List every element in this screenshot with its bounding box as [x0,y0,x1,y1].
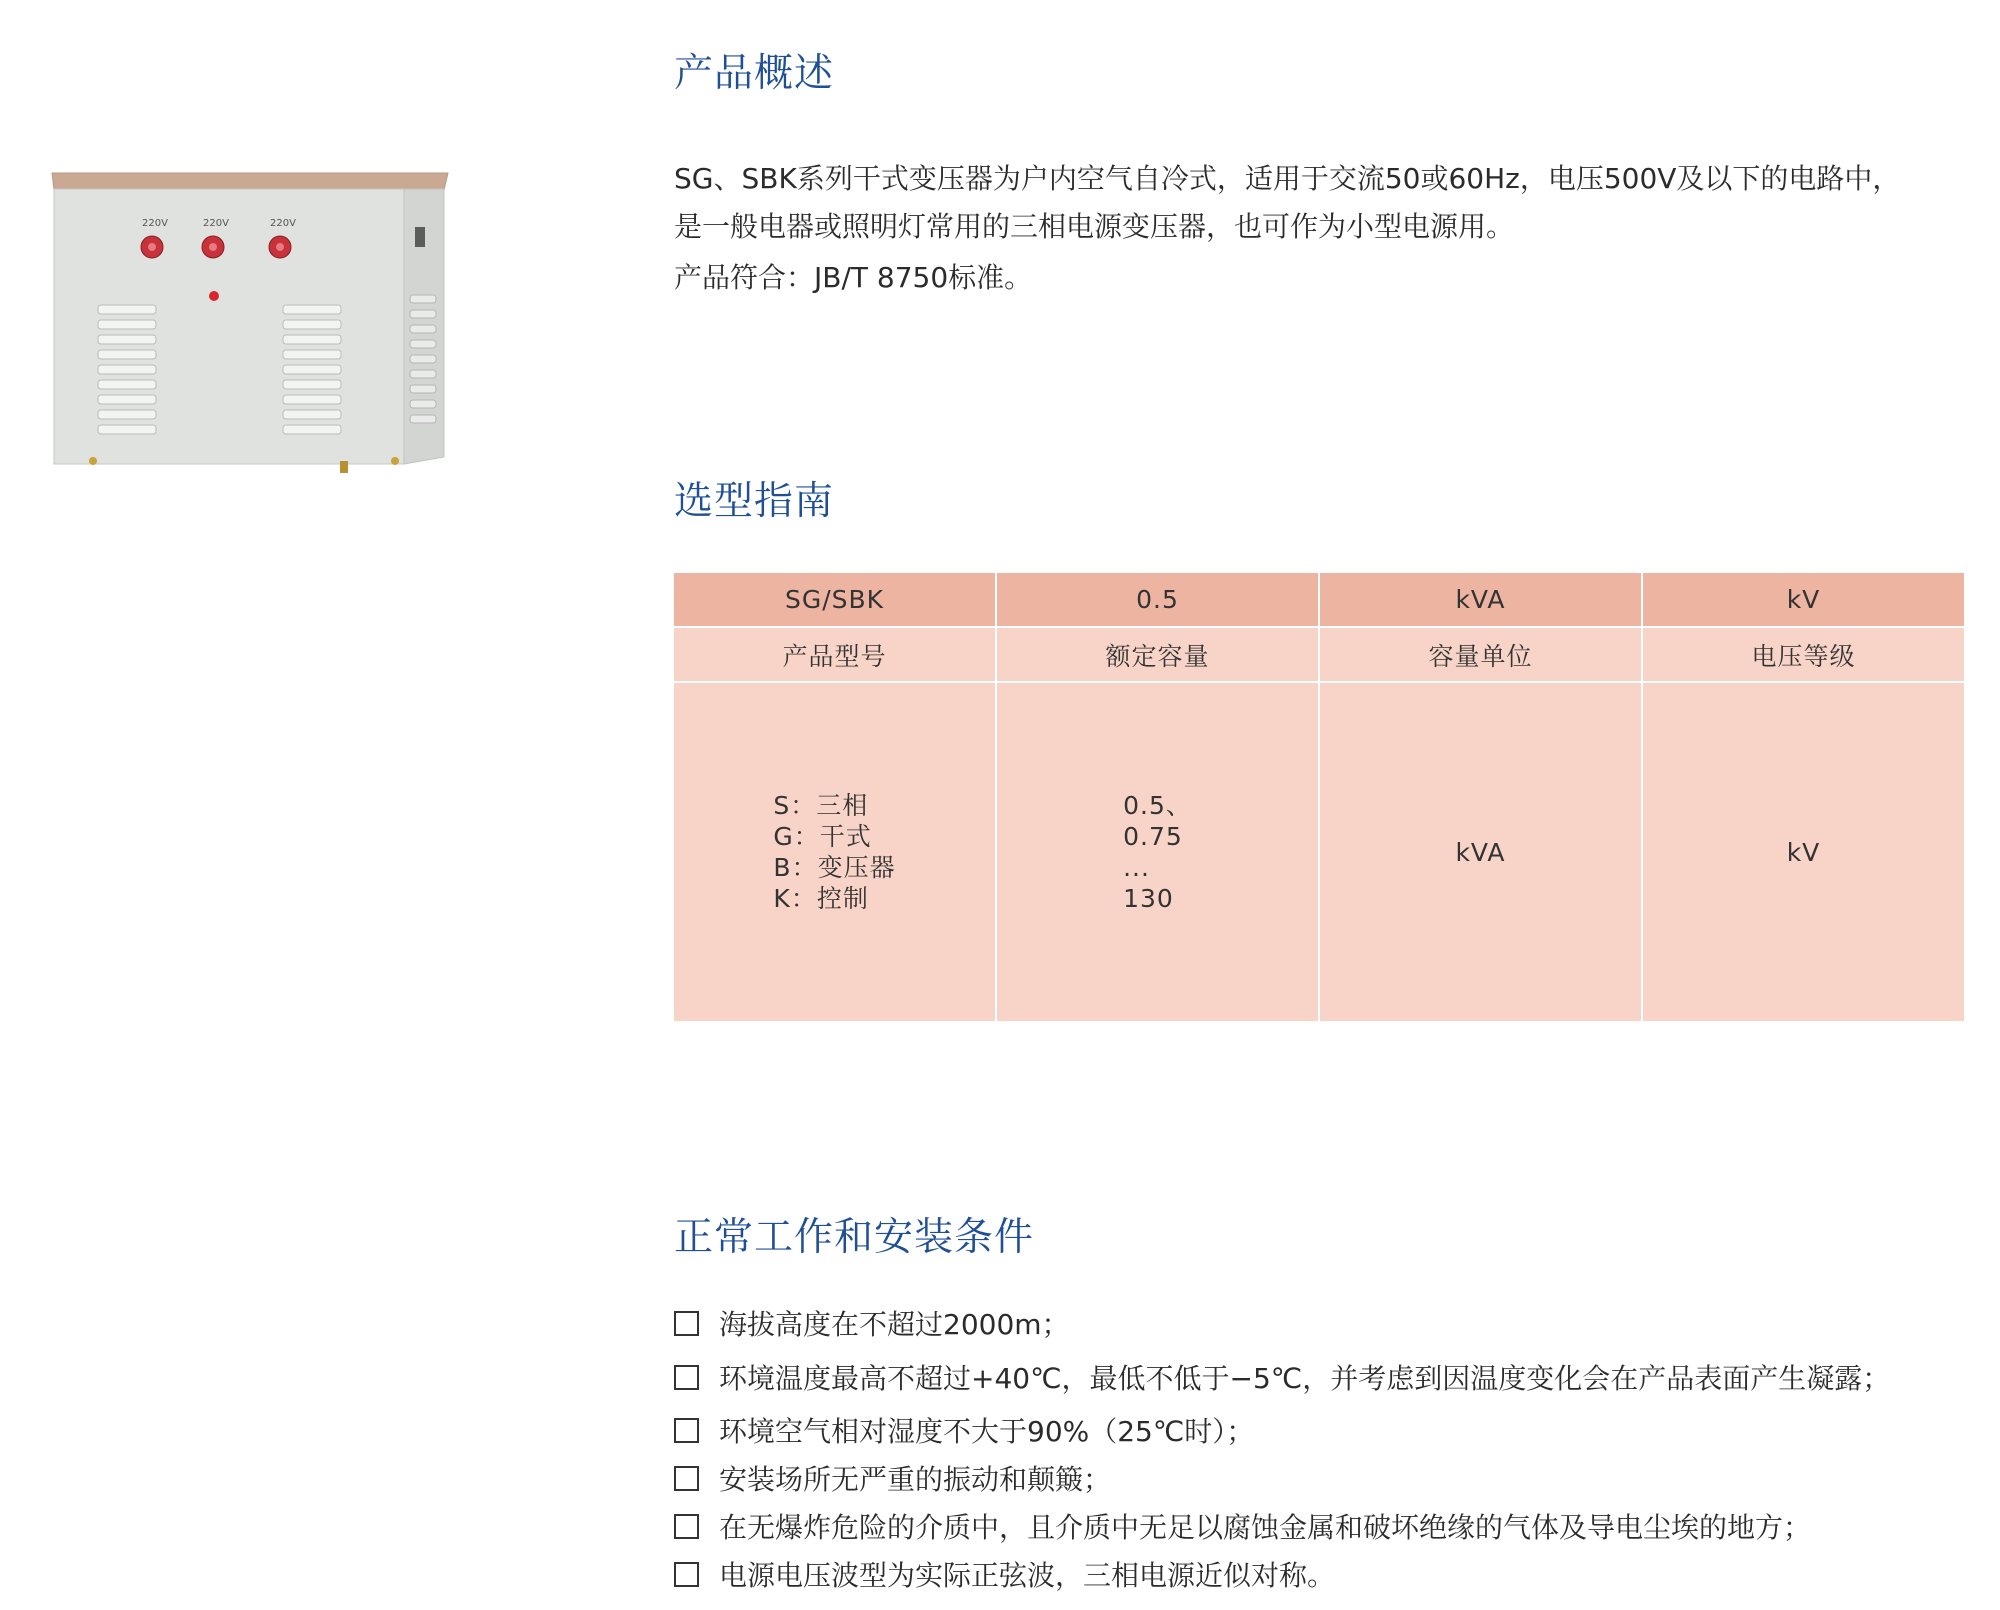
checkbox-icon [674,1365,699,1390]
capacity-item: 0.75 [1123,822,1183,851]
condition-item [674,1357,1890,1397]
model-item: K：控制 [773,884,869,913]
condition-item [674,1458,1111,1498]
socket-label: 220V [270,218,296,229]
socket-label: 220V [203,218,229,229]
header-name-capacity: 额定容量 [997,628,1318,681]
voltage-cell: kV [1643,683,1964,1021]
header-name-model: 产品型号 [674,628,995,681]
condition-text: 安装场所无严重的振动和颠簸； [719,1463,1112,1496]
unit-cell: kVA [1320,683,1641,1021]
conditions-title: 正常工作和安装条件 [674,1215,1035,1260]
header-code-model: SG/SBK [674,573,995,626]
capacity-item: 0.5、 [1123,791,1192,820]
capacity-cell [997,683,1318,1021]
selection-table [674,573,1964,1027]
overview-line-3: 产品符合：JB/T 8750标准。 [674,261,1033,294]
guide-title: 选型指南 [674,479,835,524]
condition-text: 环境空气相对湿度不大于90%（25℃时）； [719,1415,1255,1448]
header-code-unit: kVA [1320,573,1641,626]
condition-text: 在无爆炸危险的介质中，且介质中无足以腐蚀金属和破坏绝缘的气体及导电尘埃的地方； [719,1511,1812,1544]
condition-text: 电源电压波型为实际正弦波，三相电源近似对称。 [719,1559,1336,1592]
checkbox-icon [674,1311,699,1336]
checkbox-icon [674,1466,699,1491]
condition-text: 海拔高度在不超过2000m； [719,1308,1070,1341]
header-name-unit: 容量单位 [1320,628,1641,681]
model-item: G：干式 [773,822,872,851]
transformer-illustration [50,165,460,480]
condition-item [674,1410,1254,1450]
condition-text: 环境温度最高不超过+40℃，最低不低于−5℃，并考虑到因温度变化会在产品表面产生凝露； [719,1362,1891,1395]
model-item: S：三相 [773,791,869,820]
capacity-list [1123,790,1192,914]
checkbox-icon [674,1562,699,1587]
product-image [50,165,460,480]
overview-line-1: SG、SBK系列干式变压器为户内空气自冷式，适用于交流50或60Hz，电压500V及以下的电路中， [674,162,1901,195]
socket-label: 220V [142,218,168,229]
checkbox-icon [674,1514,699,1539]
model-cell [674,683,995,1021]
header-code-capacity: 0.5 [997,573,1318,626]
checkbox-icon [674,1418,699,1443]
header-code-voltage: kV [1643,573,1964,626]
capacity-item: 130 [1123,884,1174,913]
capacity-item: ... [1123,853,1150,882]
condition-item [674,1554,1335,1594]
model-list [773,790,895,914]
condition-item [674,1303,1070,1343]
model-item: B：变压器 [773,853,896,882]
overview-line-2: 是一般电器或照明灯常用的三相电源变压器，也可作为小型电源用。 [674,210,1515,243]
header-name-voltage: 电压等级 [1643,628,1964,681]
overview-title: 产品概述 [674,51,835,96]
condition-item [674,1506,1811,1546]
